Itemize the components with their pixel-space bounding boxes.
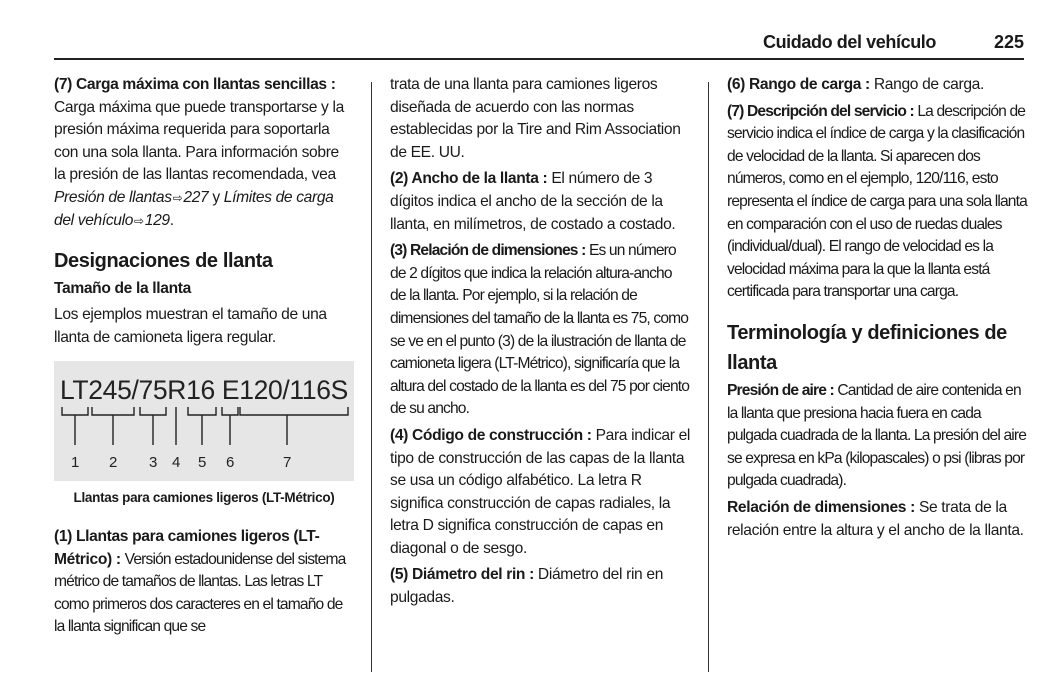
page-ref-arrow-icon: ⇨ bbox=[134, 213, 144, 228]
paragraph-construction-code bbox=[390, 425, 690, 561]
term-lt-metric: (1) Llantas para camiones ligeros (LT-Métrico) : bbox=[54, 527, 320, 568]
callout-5: 5 bbox=[198, 454, 206, 472]
term-max-load: (7) Carga máxima con llantas sencillas : bbox=[54, 76, 336, 93]
paragraph-text: Cantidad de aire contenida en la llanta que presiona hacia fuera en cada pulgada cuadrada de la llanta. La presión del aire se expresa en kPa (kilopascales) o psi (libras por pulgada cuadrada). bbox=[727, 381, 1027, 490]
column-left bbox=[54, 74, 354, 643]
paragraph-text: Para indicar el tipo de construcción de las capas de la llanta se usa un código alfabético. La letra R significa construcción de capas radiales, la letra D significa construcción de capas en diagonal o de sesgo. bbox=[390, 426, 691, 557]
paragraph-text: La descripción de servicio indica el índice de carga y la clasificación de velocidad de la llanta. Si aparecen dos números, como en el ejemplo, 120/116, esto representa el índice de carga para una sola llanta en comparación con el uso de ruedas duales (individual/dual). El rango de velocidad es la velocidad máxima para la que la llanta está certificada para transportar una carga. bbox=[727, 102, 1027, 301]
paragraph-text: Carga máxima que puede transportarse y la presión máxima requerida para soportarla con una sola llanta. Para información sobre la presión de las llantas recomendada, vea bbox=[54, 98, 344, 184]
heading-tire-designations: Designaciones de llanta bbox=[54, 250, 273, 273]
paragraph-aspect-ratio bbox=[390, 240, 690, 421]
paragraph-text: Rango de carga. bbox=[873, 76, 984, 93]
paragraph-examples: Los ejemplos muestran el tamaño de una llanta de camioneta ligera regular. bbox=[54, 306, 327, 346]
paragraph-service-description bbox=[727, 101, 1027, 304]
callout-2: 2 bbox=[109, 454, 117, 472]
paragraph-text: Versión estadounidense del sistema métrico de tamaños de llantas. Las letras LT como primeros dos caracteres en el tamaño de la llanta significan que se bbox=[54, 550, 346, 636]
column-divider bbox=[371, 82, 372, 672]
page-ref[interactable]: 227 bbox=[183, 188, 209, 206]
term-aspect-ratio-def: Relación de dimensiones : bbox=[727, 498, 915, 516]
paragraph-max-load bbox=[54, 74, 354, 232]
paragraph-air-pressure bbox=[727, 380, 1027, 493]
paragraph-continued: trata de una llanta para camiones ligeros diseñada de acuerdo con las normas establecidas por la Tire and Rim Association de EE. UU. bbox=[390, 76, 681, 161]
paragraph-load-range bbox=[727, 74, 1027, 97]
callout-7: 7 bbox=[283, 454, 291, 472]
column-divider bbox=[708, 82, 709, 672]
term-aspect-ratio: (3) Relación de dimensiones : bbox=[390, 242, 586, 260]
subheading-tire-size: Tamaño de la llanta bbox=[54, 280, 191, 298]
column-right bbox=[727, 74, 1027, 546]
callout-6: 6 bbox=[226, 454, 234, 472]
paragraph-aspect-ratio-def bbox=[727, 497, 1027, 542]
punctuation: . bbox=[169, 211, 174, 229]
paragraph-rim-diameter bbox=[390, 564, 690, 609]
figure-caption: Llantas para camiones ligeros (LT-Métrico) bbox=[73, 490, 335, 506]
link-tire-pressure[interactable]: Presión de llantas bbox=[54, 188, 172, 206]
paragraph-text: Es un número de 2 dígitos que indica la relación altura-ancho de la llanta. Por ejemplo, si la relación de dimensiones del tamaño de la llanta es 75, como se ve en el punto (3) de la ilustración de llanta de camioneta ligera (LT-Métrico), significaría que la altura del costado de la llanta es del 75 por ciento de su ancho. bbox=[390, 242, 690, 418]
paragraph-text: Diámetro del rin en pulgadas. bbox=[390, 566, 664, 607]
callout-3: 3 bbox=[149, 454, 157, 472]
tire-size-figure bbox=[54, 361, 354, 481]
section-title: Cuidado del vehículo bbox=[762, 32, 936, 52]
paragraph-text: El número de 3 dígitos indica el ancho de la sección de la llanta, en milímetros, de costado a costado. bbox=[390, 170, 676, 233]
callout-4: 4 bbox=[172, 454, 180, 472]
term-construction-code: (4) Código de construcción : bbox=[390, 426, 592, 444]
term-service-description: (7) Descripción del servicio : bbox=[727, 102, 914, 120]
term-rim-diameter: (5) Diámetro del rin : bbox=[390, 566, 534, 584]
term-air-pressure: Presión de aire : bbox=[727, 381, 834, 399]
term-tire-width: (2) Ancho de la llanta : bbox=[390, 170, 548, 188]
tire-code: LT245/75R16 E120/116S bbox=[60, 375, 348, 406]
page-ref[interactable]: 129 bbox=[144, 211, 170, 229]
page-number: 225 bbox=[993, 32, 1024, 52]
page-header bbox=[54, 28, 1024, 60]
link-load-limits[interactable]: Límites de carga del vehículo bbox=[54, 188, 334, 229]
callout-1: 1 bbox=[71, 454, 79, 472]
tire-size-diagram bbox=[54, 361, 354, 481]
paragraph-text: y bbox=[212, 188, 220, 206]
paragraph-lt-metric bbox=[54, 526, 354, 639]
term-load-range: (6) Rango de carga : bbox=[727, 76, 870, 93]
heading-terminology: Terminología y definiciones de llanta bbox=[727, 321, 1007, 374]
paragraph-tire-width bbox=[390, 168, 690, 236]
page-ref-arrow-icon: ⇨ bbox=[172, 190, 183, 205]
column-middle bbox=[390, 74, 690, 614]
paragraph-text: Se trata de la relación entre la altura y el ancho de la llanta. bbox=[727, 498, 1024, 539]
